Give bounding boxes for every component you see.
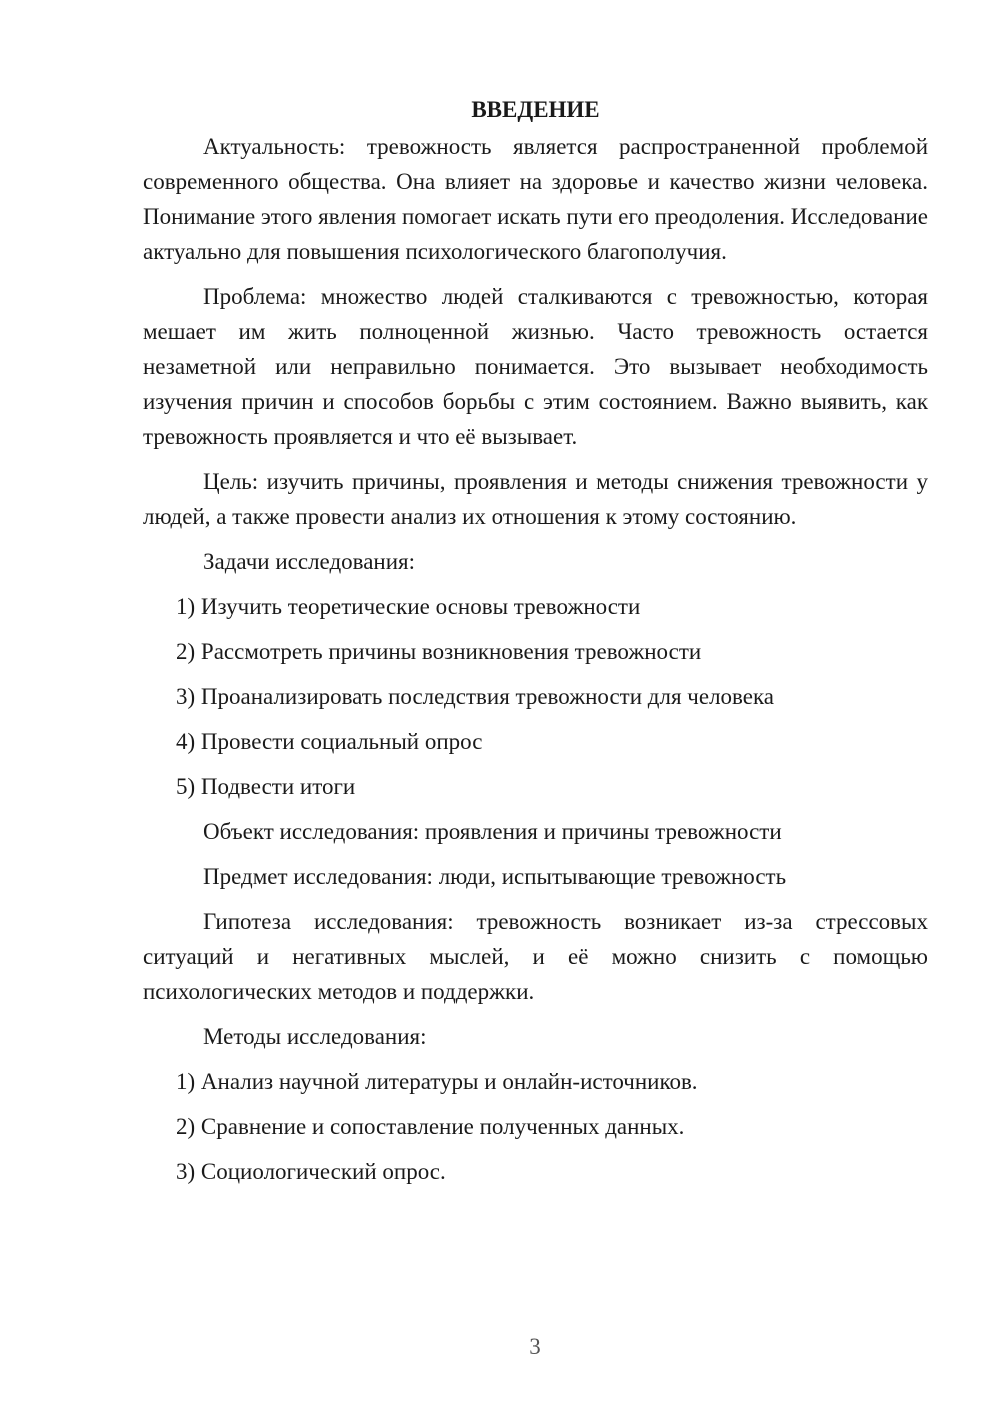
relevance-paragraph: Актуальность: тревожность является распространенной проблемой современного общества. Она влияет на здоровье и качество жизни человека. Понимание этого явления помогает искать пути его преодоления. Исследование актуально для повышения психологического благополучия. [143, 134, 928, 264]
page-heading: ВВЕДЕНИЕ [471, 97, 600, 122]
method-item: 3) Социологический опрос. [176, 1159, 446, 1184]
task-item: 3) Проанализировать последствия тревожности для человека [176, 684, 775, 709]
methods-title: Методы исследования: [203, 1024, 427, 1049]
method-item: 1) Анализ научной литературы и онлайн-источников. [176, 1069, 698, 1094]
page-number: 3 [529, 1334, 541, 1359]
tasks-title: Задачи исследования: [203, 549, 416, 574]
hypothesis-paragraph: Гипотеза исследования: тревожность возникает из-за стрессовых ситуаций и негативных мыслей, и её можно снизить с помощью психологических методов и поддержки. [143, 909, 928, 1004]
task-item: 2) Рассмотреть причины возникновения тревожности [176, 639, 702, 664]
goal-paragraph: Цель: изучить причины, проявления и методы снижения тревожности у людей, а также провести анализ их отношения к этому состоянию. [143, 469, 928, 529]
problem-paragraph: Проблема: множество людей сталкиваются с тревожностью, которая мешает им жить полноценной жизнью. Часто тревожность остается незаметной или неправильно понимается. Это вызывает необходимость изучения причин и способов борьбы с этим состоянием. Важно выявить, как тревожность проявляется и что её вызывает. [143, 284, 928, 449]
task-item: 1) Изучить теоретические основы тревожности [176, 594, 641, 619]
research-object: Объект исследования: проявления и причины тревожности [203, 819, 782, 844]
page-content [143, 92, 928, 1199]
task-item: 4) Провести социальный опрос [176, 729, 483, 754]
research-subject: Предмет исследования: люди, испытывающие тревожность [203, 864, 787, 889]
method-item: 2) Сравнение и сопоставление полученных данных. [176, 1114, 685, 1139]
task-item: 5) Подвести итоги [176, 774, 356, 799]
